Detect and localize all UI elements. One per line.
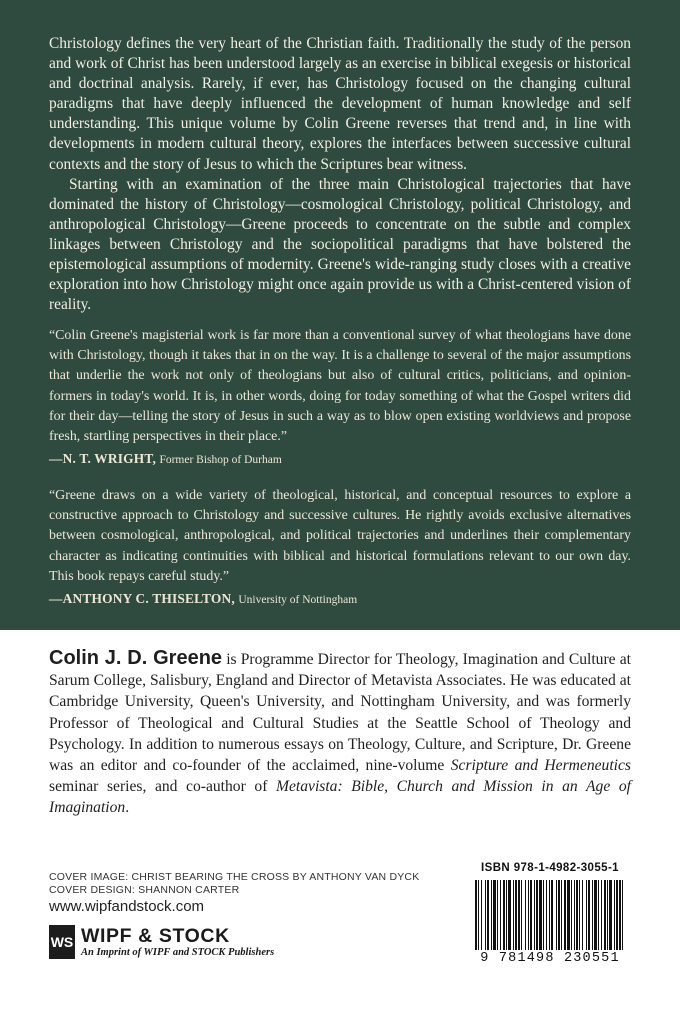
bio-text: seminar series, and co-author of bbox=[49, 778, 276, 796]
endorsement-affiliation: University of Nottingham bbox=[238, 594, 358, 607]
barcode-bar bbox=[497, 880, 498, 950]
endorsement-quote: “Greene draws on a wide variety of theological, historical, and conceptual resources to explore a constructive approach to Christology and successive cultures. He rightly avoids exclusive alternatives between cosmological, anthropological, and political trajectories and underlines their complementary character as indicating continuities with biblical and historical formulations relevant to our own day. This book repays careful study.” bbox=[49, 488, 631, 584]
barcode-bar bbox=[582, 880, 583, 950]
description-paragraph-1: Christology defines the very heart of the Christian faith. Traditionally the study of the person and work of Christ has been understood largely as an exercise in biblical exegesis or historical and doctrinal analysis. Rarely, if ever, has Christology focused on the changing cultural paradigms that have deeply influenced the development of human knowledge and self understanding. This unique volume by Colin Greene reverses that trend and, in line with developments in modern cultural theory, explores the interfaces between successive cultural contexts and the story of Jesus to which the Scriptures bear witness. bbox=[49, 35, 631, 173]
author-bio bbox=[49, 648, 631, 819]
endorsement-author: —ANTHONY C. THISELTON, bbox=[49, 591, 235, 607]
barcode-bar bbox=[508, 880, 511, 950]
barcode-bar bbox=[521, 880, 522, 950]
publisher-logo bbox=[49, 925, 299, 963]
barcode-bar bbox=[592, 880, 593, 950]
barcode-bar bbox=[515, 880, 517, 950]
barcode-bar bbox=[525, 880, 526, 950]
barcode-bar bbox=[619, 880, 621, 950]
publisher-website[interactable]: www.wipfandstock.com bbox=[49, 898, 205, 915]
barcode-bar bbox=[534, 880, 535, 950]
barcode-bar bbox=[491, 880, 492, 950]
bio-text: is Programme Director for Theology, Imagination and Culture at Sarum College, Salisbury, England and Director of Metavista Associates. He was educated at Cambridge University, Queen's University, and Nottingham University, and was formerly Professor of Theological and Cultural Studies at the Seattle School of Theology and Psychology. In addition to numerous essays on Theology, Culture, and Scripture, Dr. Greene was an editor and co-founder of the acclaimed, nine-volume bbox=[49, 651, 631, 775]
endorsement-author: —N. T. WRIGHT, bbox=[49, 451, 157, 467]
barcode-bar bbox=[539, 880, 542, 950]
barcode-bar bbox=[601, 880, 602, 950]
barcode-bar bbox=[503, 880, 505, 950]
barcode-bar bbox=[518, 880, 520, 950]
endorsement-thiselton bbox=[49, 486, 631, 610]
barcode-bar bbox=[576, 880, 578, 950]
barcode-bar bbox=[485, 880, 486, 950]
endorsement-quote: “Colin Greene's magisterial work is far more than a conventional survey of what theologians have done with Christology, though it takes that in on the way. It is a challenge to several of the major assumptions that underlie the work not only of theologians but also of cultural critics, politicians, and opinion-formers in today's world. It is, in other words, doing for today something of what the Gospel writers did for their day—telling the story of Jesus in such a way as to blow open existing worldviews and propose fresh, startling perspectives in their place.” bbox=[49, 328, 631, 445]
barcode-bar bbox=[475, 880, 477, 950]
barcode-bar bbox=[493, 880, 496, 950]
barcode-bar bbox=[543, 880, 544, 950]
barcode-bar bbox=[586, 880, 587, 950]
barcode-bar bbox=[478, 880, 479, 950]
barcode-bar bbox=[546, 880, 547, 950]
barcode-bar bbox=[579, 880, 580, 950]
publisher-imprint: An Imprint of WIPF and STOCK Publishers bbox=[81, 947, 275, 958]
barcode-bar bbox=[607, 880, 608, 950]
barcode-bar bbox=[481, 880, 482, 950]
barcode-bar bbox=[558, 880, 560, 950]
bio-text: . bbox=[125, 799, 130, 817]
publisher-logo-mark: WS bbox=[49, 925, 75, 959]
author-name: Colin J. D. Greene bbox=[49, 647, 223, 669]
barcode-bar bbox=[588, 880, 590, 950]
barcode-bar bbox=[513, 880, 514, 950]
book-description bbox=[49, 34, 631, 315]
barcode-bar bbox=[536, 880, 538, 950]
barcode-bar bbox=[598, 880, 599, 950]
barcode-number: 9 781498 230551 bbox=[480, 951, 620, 966]
barcode-bar bbox=[487, 880, 489, 950]
barcode-bar bbox=[609, 880, 612, 950]
description-paragraph-2: Starting with an examination of the three main Christological trajectories that have dominated the history of Christology—cosmological Christology, political Christology, and anthropological Christology—Greene proceeds to concentrate on the subtle and complex linkages between Christology and the sociopolitical paradigms that have bolstered the epistemological assumptions of modernity. Greene's wide-ranging study closes with a creative exploration into how Christology might once again provide us with a Christ-centered vision of reality. bbox=[49, 175, 631, 314]
book-title: Metavista: Bible, Church and Mission in an Age of Imagination bbox=[49, 778, 631, 817]
barcode-bar bbox=[528, 880, 529, 950]
barcode-bar bbox=[622, 880, 623, 950]
endorsement-attribution bbox=[49, 589, 631, 610]
barcode-bar bbox=[564, 880, 566, 950]
endorsement-attribution bbox=[49, 449, 631, 470]
cover-design-credit: COVER DESIGN: SHANNON CARTER bbox=[49, 884, 240, 896]
barcode-bars bbox=[473, 880, 627, 952]
barcode-bar bbox=[500, 880, 501, 950]
barcode-bar bbox=[551, 880, 553, 950]
barcode-bar bbox=[556, 880, 557, 950]
endorsement-affiliation: Former Bishop of Durham bbox=[159, 454, 282, 467]
barcode-bar bbox=[506, 880, 507, 950]
series-title: Scripture and Hermeneutics bbox=[450, 757, 631, 775]
barcode-bar bbox=[549, 880, 550, 950]
barcode-bar bbox=[594, 880, 597, 950]
isbn-barcode bbox=[470, 860, 630, 982]
isbn-label: ISBN 978-1-4982-3055-1 bbox=[481, 862, 619, 874]
barcode-bar bbox=[530, 880, 532, 950]
cover-image-credit: COVER IMAGE: CHRIST BEARING THE CROSS BY ANTHONY VAN DYCK bbox=[49, 871, 420, 883]
barcode-bar bbox=[561, 880, 562, 950]
cover-credits bbox=[49, 871, 419, 897]
barcode-bar bbox=[604, 880, 606, 950]
barcode-bar bbox=[616, 880, 618, 950]
barcode-bar bbox=[574, 880, 575, 950]
barcode-bar bbox=[567, 880, 570, 950]
barcode-bar bbox=[571, 880, 572, 950]
barcode-bar bbox=[614, 880, 615, 950]
endorsement-wright bbox=[49, 326, 631, 470]
publisher-name: WIPF & STOCK bbox=[81, 925, 230, 947]
